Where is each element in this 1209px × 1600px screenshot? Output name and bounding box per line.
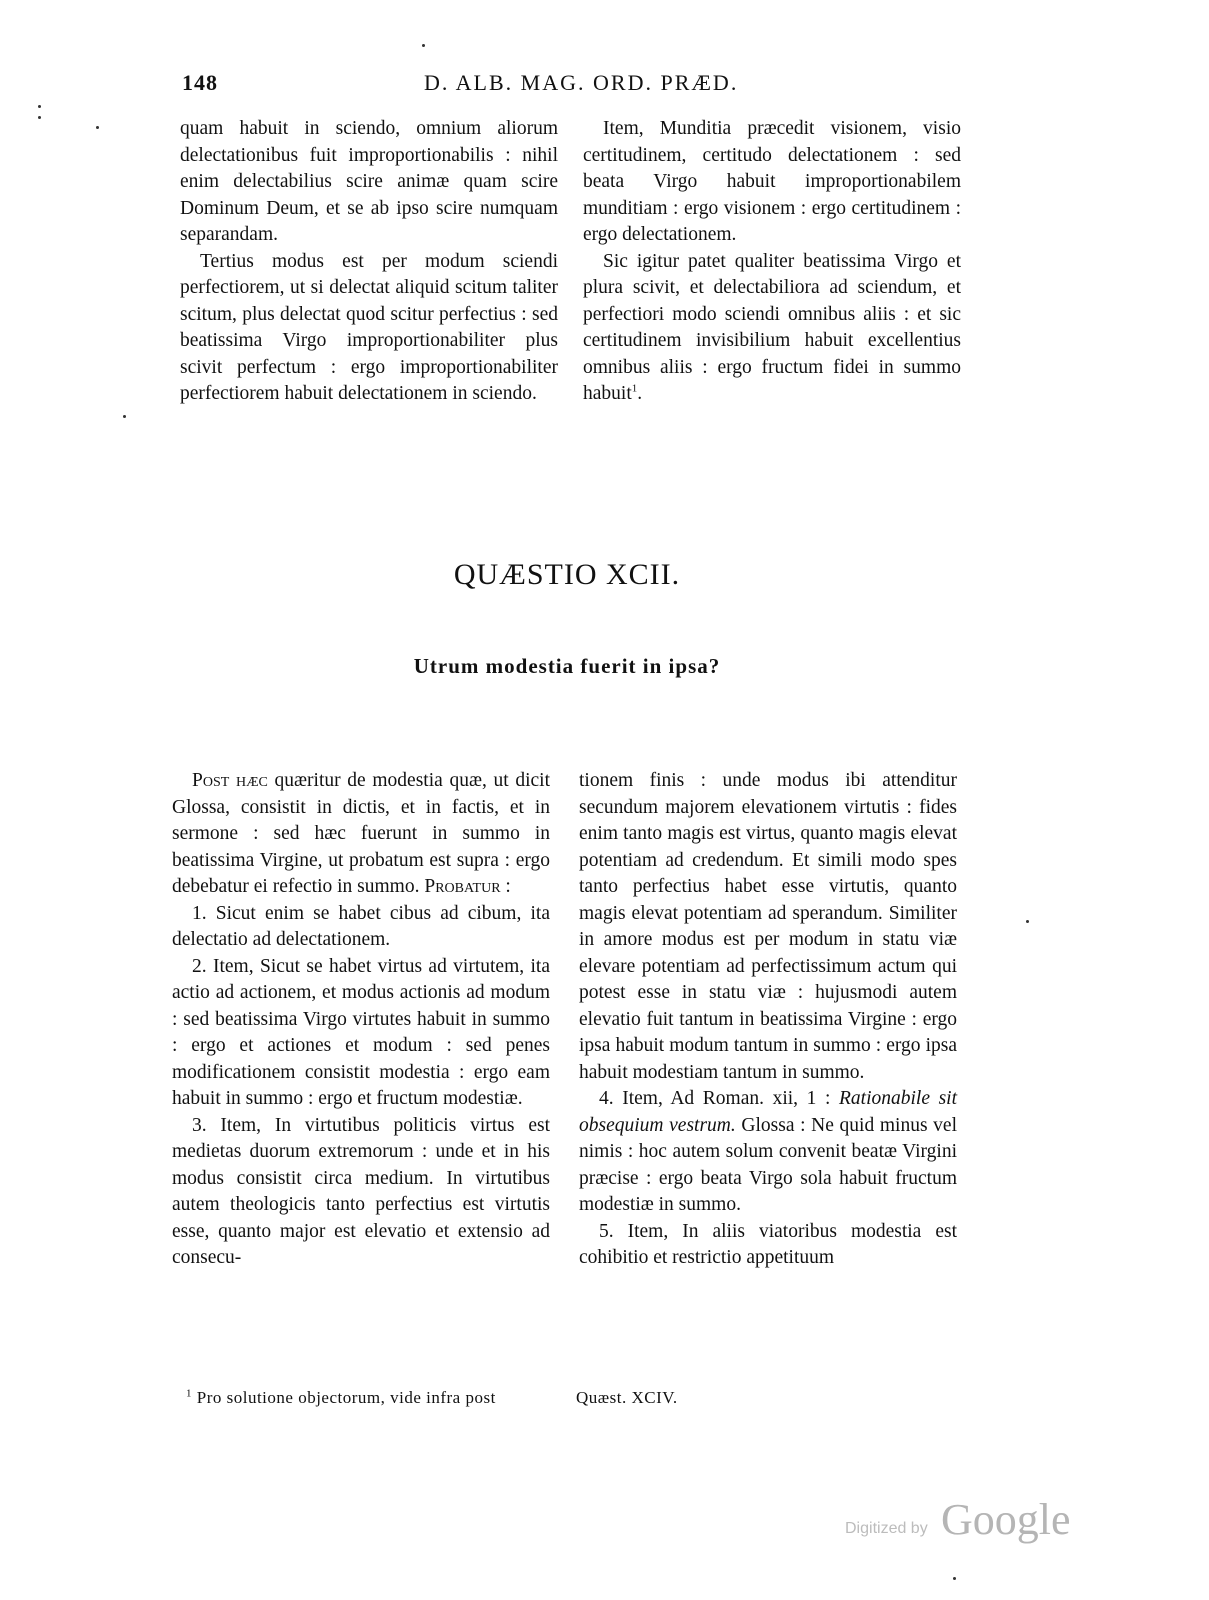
footnote-number: 1 [186, 1387, 192, 1400]
scripture-quote: Rationabile sit obsequium vestrum. [579, 1088, 957, 1136]
footnote-text: Pro solutione objectorum, vide infra post [196, 1388, 496, 1407]
digitized-by-label: Digitized by [845, 1520, 928, 1537]
paragraph [172, 768, 550, 901]
scan-speck [123, 415, 126, 418]
footnote-reference: Quæst. XCIV. [576, 1388, 678, 1407]
paragraph: Tertius modus est per modum sciendi perfectiorem, ut si delectat aliquid scitum taliter scitum, plus delectat quod scitur perfectius : sed beatissima Virgo improportionabiliter plus scivit perfectum : ergo improportionabiliter perfectiorem habuit delectationem in sciendo. [180, 250, 558, 404]
scan-speck [38, 105, 41, 108]
footnote-marker[interactable]: 1 [631, 382, 638, 395]
paragraph: 5. Item, In aliis viatoribus modestia est cohibitio et restrictio appetituum [579, 1220, 957, 1268]
scan-speck [96, 126, 99, 129]
google-logo: Google [941, 1495, 1071, 1544]
scan-speck [38, 116, 41, 119]
paragraph: quam habuit in sciendo, omnium aliorum delectationibus fuit improportionabilis : nihil enim delectabilius scire animæ quam scire Dominum Deum, et se ab ipso scire numquam separandam. [180, 118, 558, 245]
top-left-column [180, 116, 558, 408]
bottom-left-column [172, 768, 550, 1272]
scan-speck [953, 1577, 956, 1580]
paragraph-text: Glossa : Ne quid minus vel nimis : hoc autem solum convenit beatæ Virgini præcise : ergo beata Virgo sola habuit fructum modestiæ in summo. [579, 1114, 957, 1215]
page-header [182, 70, 982, 100]
citation-lead: 4. Item, Ad Roman. xii, 1 : [599, 1088, 839, 1109]
scan-speck [422, 44, 425, 47]
opening-words: Post hæc [192, 770, 268, 791]
paragraph-text: Sic igitur patet qualiter beatissima Virgo et plura scivit, et delectabiliora ad sciendum, et perfectiori modo sciendi omnibus aliis : et sic certitudinem invisibilium habuit excellentius omnibus aliis : ergo fructum fidei in summo habuit [583, 250, 961, 404]
digitized-watermark [845, 1495, 1095, 1550]
paragraph: Item, Munditia præcedit visionem, visio certitudinem, certitudo delectationem : sed beata Virgo habuit improportionabilem munditiam : ergo visionem : ergo certitudinem : ergo delectationem. [583, 118, 961, 245]
running-title: D. ALB. MAG. ORD. PRÆD. [424, 70, 739, 95]
paragraph: tionem finis : unde modus ibi attenditur secundum majorem elevationem virtutis : fides enim tanto magis est virtus, quanto magis elevat potentiam ad credendum. Et simili modo spes tanto perfectius habet esse virtutis, quanto magis elevat potentiam ad sperandum. Similiter in amore modus est per modum in statu viæ elevare potentiam ad perfectissimum actum qui potest esse in statu viæ : hujusmodi autem elevatio fuit tantum in beatissima Virgine : ergo ipsa habuit modum tantum in summo : ergo ipsa habuit modestiam tantum in summo. [579, 770, 957, 1083]
question-subtitle: Utrum modestia fuerit in ipsa? [413, 654, 721, 678]
question-title: QUÆSTIO XCII. [453, 558, 681, 591]
paragraph-text: quæritur de modestia quæ, ut dicit Glossa, consistit in dictis, et in factis, et in sermone : sed hæc fuerunt in summo in beatissima Virgine, ut probatum est supra : ergo debebatur ei refectio in summo. [172, 770, 550, 897]
probatur-label: Probatur : [424, 876, 511, 897]
paragraph: Sic igitur patet qualiter beatissima Virgo et plura scivit, et delectabiliora ad sciendum, et perfectiori modo sciendi omnibus aliis : et sic certitudinem invisibilium habuit excellentius omnibus aliis : ergo fructum fidei in summo habuit$^1$. [583, 250, 961, 404]
paragraph: 2. Item, Sicut se habet virtus ad virtutem, ita actio ad actionem, et modus actionis ad modum : sed beatissima Virgo virtutes habuit in summo : ergo et actiones et modum : sed penes modificationem consistit modestia : ergo eam habuit in summo : ergo et fructum modestiæ. [172, 955, 550, 1109]
paragraph: 1. Sicut enim se habet cibus ad cibum, ita delectatio ad delectationem. [172, 902, 550, 950]
paragraph: 3. Item, In virtutibus politicis virtus est medietas duorum extremorum : unde et in his modus consistit circa medium. In virtutibus autem theologicis tanto perfectius est virtutis esse, quanto major est elevatio et extensio ad consecu- [172, 1114, 550, 1268]
footnote [186, 1388, 706, 1408]
paragraph [579, 1086, 957, 1219]
bottom-right-column [579, 768, 957, 1272]
scan-speck [1026, 920, 1029, 923]
top-right-column [583, 116, 961, 408]
page-number: 148 [182, 70, 218, 95]
